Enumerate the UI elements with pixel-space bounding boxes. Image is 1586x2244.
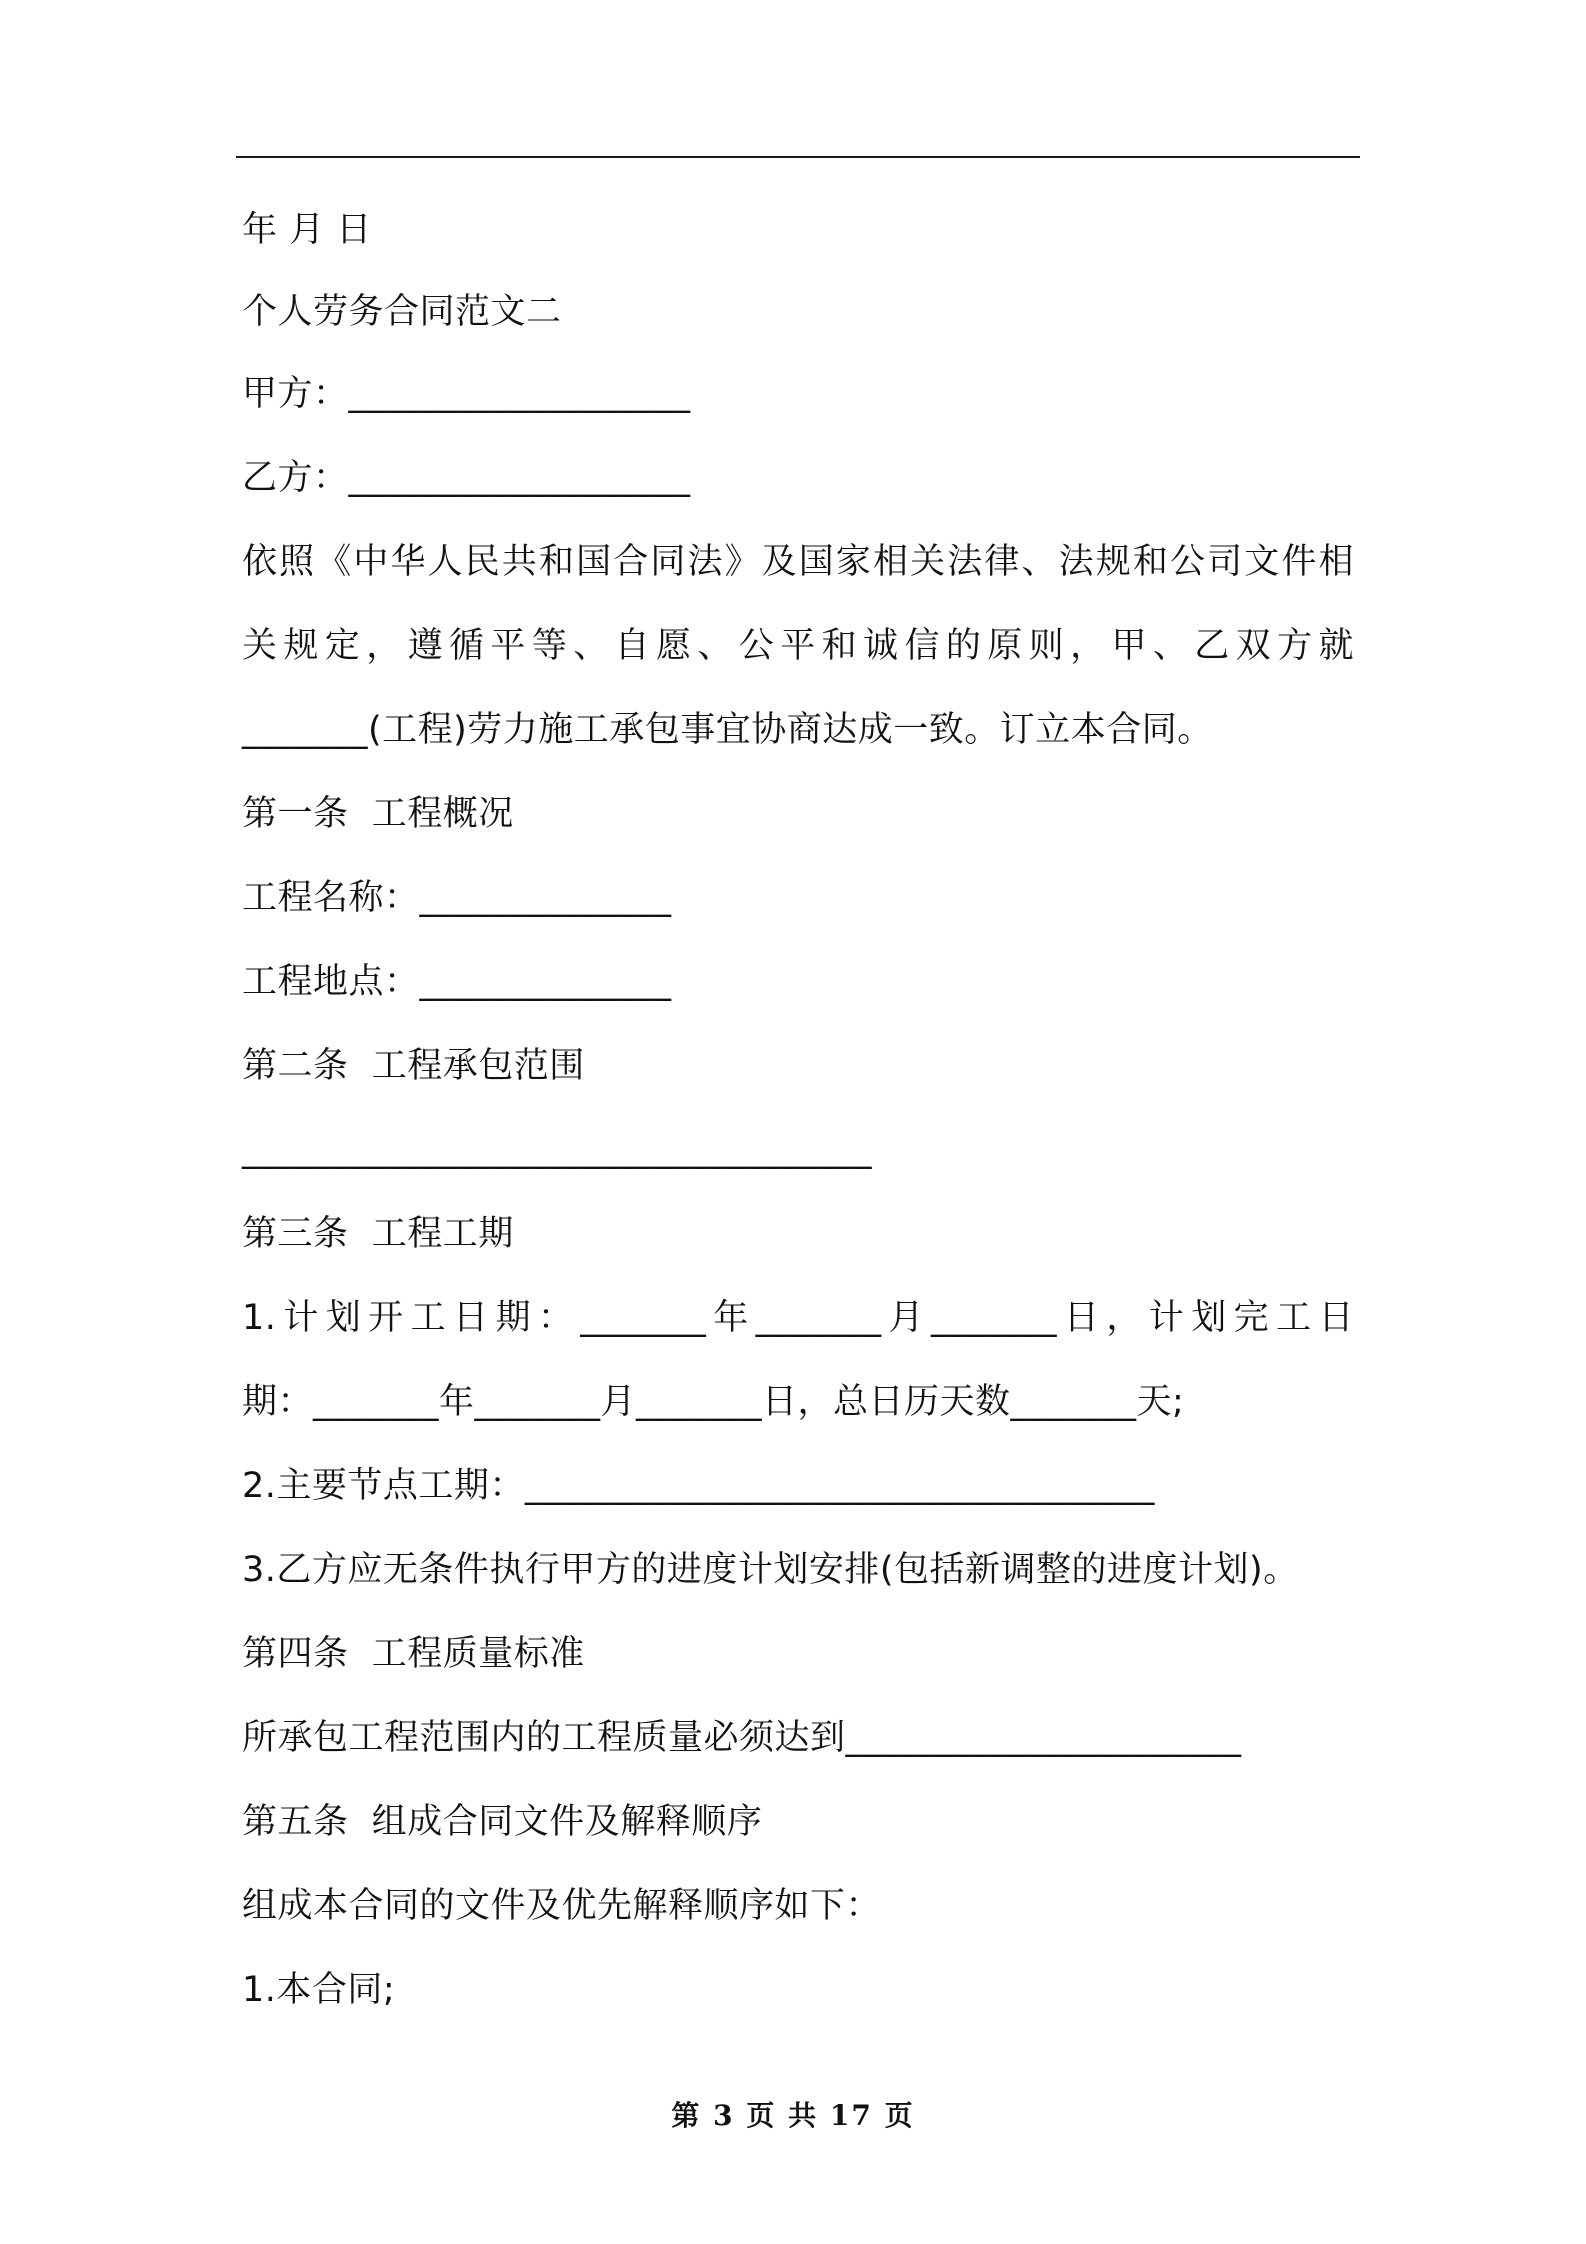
schedule-line-1: 1.计划开工日期：_______年_______月_______日，计划完工日 <box>242 1298 1354 1338</box>
party-b-line: 乙方：___________________ <box>242 458 691 498</box>
header-rule <box>236 156 1360 158</box>
project-location-line: 工程地点：______________ <box>242 962 672 1002</box>
party-a-line: 甲方：___________________ <box>242 374 691 414</box>
schedule-compliance-line: 3.乙方应无条件执行甲方的进度计划安排(包括新调整的进度计划)。 <box>242 1550 1299 1590</box>
article-3-heading: 第三条 工程工期 <box>242 1214 514 1254</box>
document-item-1: 1.本合同; <box>242 1970 396 2010</box>
article-5-heading: 第五条 组成合同文件及解释顺序 <box>242 1802 763 1842</box>
article-2-heading: 第二条 工程承包范围 <box>242 1046 585 1086</box>
preamble-line-2: 关规定，遵循平等、自愿、公平和诚信的原则，甲、乙双方就 <box>242 626 1354 666</box>
documents-intro-line: 组成本合同的文件及优先解释顺序如下： <box>242 1886 882 1926</box>
project-name-line: 工程名称：______________ <box>242 878 672 918</box>
preamble-line-3: _______(工程)劳力施工承包事宜协商达成一致。订立本合同。 <box>242 710 1213 750</box>
quality-standard-line: 所承包工程范围内的工程质量必须达到______________________ <box>242 1718 1242 1758</box>
date-line: 年 月 日 <box>242 210 372 250</box>
scope-blank-line: ___________________________________ <box>242 1130 872 1170</box>
schedule-line-2: 期：_______年_______月_______日，总日历天数_______天; <box>242 1382 1185 1422</box>
article-1-heading: 第一条 工程概况 <box>242 794 514 834</box>
milestone-line: 2.主要节点工期：___________________________________ <box>242 1466 1155 1506</box>
document-title: 个人劳务合同范文二 <box>242 292 562 332</box>
article-4-heading: 第四条 工程质量标准 <box>242 1634 585 1674</box>
preamble-line-1: 依照《中华人民共和国合同法》及国家相关法律、法规和公司文件相 <box>242 542 1354 582</box>
page-number-footer: 第 3 页 共 17 页 <box>671 2099 915 2132</box>
